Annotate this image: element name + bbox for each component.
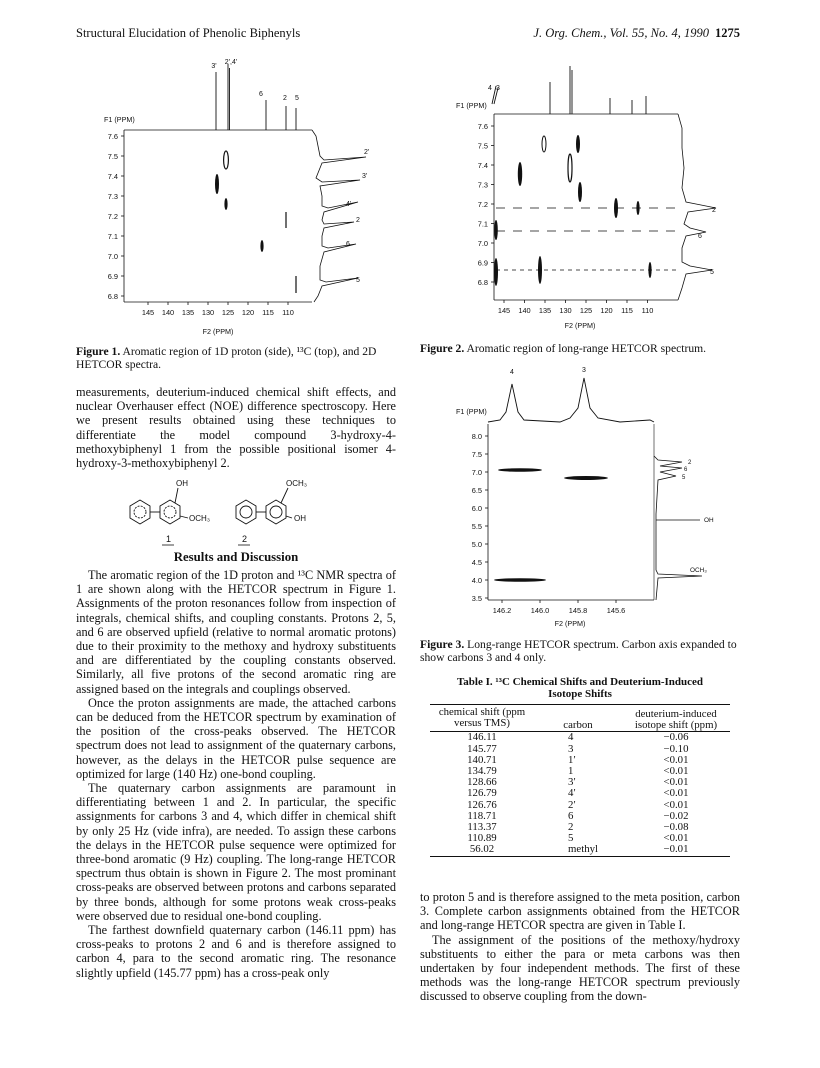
table-cell: −0.06 <box>663 731 689 744</box>
s2-och3: OCH₃ <box>286 479 308 488</box>
table-cell: 56.02 <box>469 843 495 856</box>
fig1-y-tick-label: 6.9 <box>107 272 118 281</box>
fig2-side-label-2: 2 <box>712 207 716 214</box>
fig3-side-label-oh: OH <box>704 517 714 524</box>
fig3-x-tick-label: 145.8 <box>568 606 588 615</box>
fig2-y-tick-label: 7.6 <box>477 122 488 131</box>
table-cell: 140.71 <box>467 753 497 766</box>
fig1-side-label-4p: 4' <box>346 201 352 208</box>
fig3-top-label-3: 3 <box>582 367 586 374</box>
fig3-top-label-4: 4 <box>510 369 514 376</box>
table-row <box>430 844 730 856</box>
fig2-x-tick-label: 145 <box>497 306 511 315</box>
table-cell: 1′ <box>568 753 576 766</box>
fig1-top-label-6: 6 <box>259 91 263 98</box>
fig2-y-tick-label: 6.8 <box>477 278 488 287</box>
fig1-side-label-3p: 3' <box>362 173 368 180</box>
table-cell: <0.01 <box>663 787 689 800</box>
fig2-x-tick-label: 125 <box>579 306 593 315</box>
table-cell: 126.79 <box>467 787 497 800</box>
table-1-col-carbon: carbon <box>563 719 593 732</box>
right-paragraph-2: The assignment of the positions of the methoxy/hydroxy substituents to either the para or meta carbons was then undertaken by four independent methods. The first of these methods was the long-range HETCOR spectrum previously discussed to observe coupling from the down- <box>420 932 740 1004</box>
fig2-y-tick-label: 7.2 <box>477 200 488 209</box>
fig2-x-tick-label: 110 <box>641 306 654 315</box>
table-1-col-shift: chemical shift (ppm versus TMS) <box>438 706 526 730</box>
figure-3-caption: Figure 3. Long-range HETCOR spectrum. Carbon axis expanded to show carbons 3 and 4 only. <box>420 638 737 664</box>
intro-paragraph: measurements, deuterium-induced chemical shift effects, and nuclear Overhauser effect (NOE) difference spectroscopy. Here we present results obtained using these techniques to differentiate the model compound 3-hydroxy-4-methoxybiphenyl 1 from the possible positional isomer 4-hydroxy-3-methoxybiphenyl 2. <box>76 385 396 471</box>
s2-number: 2 <box>242 534 248 544</box>
fig1-y-axis <box>108 132 124 301</box>
fig1-x-tick-label: 120 <box>241 308 255 317</box>
fig2-x-tick-label: 135 <box>538 306 552 315</box>
paragraph-2: Once the proton assignments are made, the attached carbons can be deduced from the HETCOR spectrum by examination of the position of the cross-peaks observed. The HETCOR spectrum does not lead to assignment of the quaternary carbons, however, as the delays in the HETCOR pulse sequence are optimized for large (140 Hz) one-bond coupling. <box>76 695 396 781</box>
fig3-f1-label: F1 (PPM) <box>456 407 487 416</box>
fig3-y-tick-label: 5.5 <box>471 522 482 531</box>
fig1-y-tick-label: 7.5 <box>107 152 118 161</box>
fig3-side-label-2: 2 <box>688 460 692 466</box>
s1-och3: OCH₃ <box>189 514 211 523</box>
table-cell: 118.71 <box>467 809 497 822</box>
table-1-col-isotope: deuterium-induced isotope shift (ppm) <box>634 708 718 732</box>
fig1-top-label-3p: 3' <box>211 63 217 70</box>
table-cell: 113.37 <box>467 821 497 834</box>
fig2-side-label-5: 5 <box>710 269 714 276</box>
fig1-x-tick-label: 110 <box>282 308 294 317</box>
fig3-y-tick-label: 7.5 <box>471 450 482 459</box>
fig2-y-axis <box>478 122 494 287</box>
table-cell: 1 <box>568 765 574 778</box>
table-1 <box>420 676 740 857</box>
table-cell: 4′ <box>568 787 576 800</box>
fig2-y-tick-label: 7.5 <box>477 141 488 151</box>
fig2-x-tick-label: 120 <box>600 306 613 315</box>
fig2-f2-label: F2 (PPM) <box>564 321 596 330</box>
fig3-y-tick-label: 8.0 <box>471 432 482 441</box>
table-cell: 5 <box>568 832 574 845</box>
fig1-x-tick-label: 135 <box>181 308 195 317</box>
fig1-y-tick-label: 6.8 <box>107 292 118 301</box>
table-1-body <box>430 732 730 856</box>
intro-paragraph-wrap <box>76 385 396 470</box>
journal-citation: J. Org. Chem., Vol. 55, No. 4, 1990 1275 <box>533 26 740 40</box>
table-1-grid <box>430 704 730 857</box>
fig3-y-tick-label: 5.0 <box>471 540 482 549</box>
fig3-y-tick-label: 3.5 <box>471 594 482 603</box>
figure-2-caption: Figure 2. Aromatic region of long-range HETCOR spectrum. <box>420 342 707 355</box>
fig2-top-label-3: 3 <box>496 85 500 92</box>
fig1-y-tick-label: 7.0 <box>107 252 118 261</box>
table-cell: 3′ <box>568 776 576 789</box>
fig1-f2-label: F2 (PPM) <box>202 327 234 336</box>
fig3-x-tick-label: 145.6 <box>606 606 626 615</box>
table-cell: methyl <box>568 843 598 856</box>
paragraph-3: The quaternary carbon assignments are paramount in differentiating between 1 and 2. In particular, the specific assignments for carbons 3 and 4, which differ in chemical shift by only 25 Hz (vide infra), are needed. To assign these carbons the delays in the HETCOR pulse sequence were optimized for three-bond aromatic (9 Hz) coupling. The long-range HETCOR spectrum thus obtain is shown in Figure 2. The most prominant cross-peaks are observed between protons and carbons separated by three bonds, although for some protons weak cross-peaks were observed due to residual one-bond coupling. <box>76 781 396 923</box>
structures <box>106 476 386 548</box>
fig3-y-tick-label: 6.5 <box>471 486 482 495</box>
fig1-side-label-2p: 2' <box>364 149 370 156</box>
fig1-y-tick-label: 7.4 <box>107 172 118 181</box>
fig3-side-label-och3: OCH₃ <box>690 567 707 574</box>
fig1-side-label-6: 6 <box>346 241 350 248</box>
fig3-y-tick-label: 4.5 <box>471 558 482 567</box>
table-cell: 110.89 <box>467 832 497 845</box>
fig2-f1-label: F1 (PPM) <box>456 101 487 110</box>
fig1-y-tick-label: 7.6 <box>107 132 118 141</box>
figure-1 <box>76 56 396 338</box>
fig1-x-axis <box>142 302 294 317</box>
table-1-title: Table I. ¹³C Chemical Shifts and Deuterium-Induced Isotope Shifts <box>456 676 704 700</box>
table-cell: −0.08 <box>663 821 689 834</box>
table-cell: 146.11 <box>467 731 497 744</box>
table-cell: 6 <box>568 809 574 822</box>
table-cell: −0.02 <box>663 809 689 822</box>
s1-oh: OH <box>176 479 188 488</box>
fig3-y-tick-label: 7.0 <box>471 468 482 477</box>
fig3-y-tick-label: 4.0 <box>471 576 482 585</box>
fig1-top-label-2: 2 <box>283 95 287 102</box>
table-cell: 126.76 <box>467 798 497 811</box>
table-cell: <0.01 <box>663 776 689 789</box>
figure-1-caption: Figure 1. Aromatic region of 1D proton (side), ¹³C (top), and 2D HETCOR spectra. <box>76 345 377 371</box>
figure-3 <box>420 364 740 636</box>
fig3-f2-label: F2 (PPM) <box>554 619 586 628</box>
fig2-x-tick-label: 140 <box>518 306 531 315</box>
fig1-x-tick-label: 130 <box>201 308 215 317</box>
table-cell: 3 <box>568 742 574 755</box>
fig2-x-tick-label: 130 <box>559 306 572 315</box>
fig1-f1-label: F1 (PPM) <box>104 115 135 124</box>
fig1-top-label-24p: 2',4' <box>224 59 238 66</box>
fig2-y-tick-label: 7.0 <box>477 239 488 248</box>
fig1-y-tick-label: 7.2 <box>107 212 118 221</box>
running-title: Structural Elucidation of Phenolic Biphenyls <box>76 26 301 40</box>
running-header <box>76 26 740 44</box>
right-paragraph-1: to proton 5 and is therefore assigned to the meta position, carbon 3. Complete carbon assignments obtained from the HETCOR and long-range HETCOR spectra are given in Table I. <box>420 890 740 933</box>
table-cell: 2′ <box>568 798 576 811</box>
s2-oh: OH <box>294 514 306 523</box>
fig2-side-label-6: 6 <box>698 233 702 240</box>
fig3-x-axis <box>493 600 626 615</box>
fig1-y-tick-label: 7.1 <box>107 232 118 241</box>
fig2-y-tick-label: 7.4 <box>477 161 488 170</box>
fig1-y-tick-label: 7.3 <box>107 192 118 201</box>
fig3-side-label-6: 6 <box>684 467 688 473</box>
page-number: 1275 <box>715 26 740 40</box>
table-cell: 2 <box>568 821 574 834</box>
table-cell: <0.01 <box>663 798 689 811</box>
paragraph-1: The aromatic region of the 1D proton and ¹³C NMR spectra of 1 are shown along with the HETCOR spectrum in Figure 1. Assignments of the proton resonances follow from inspection of integrals, chemical shifts, and coupling constants. Protons 2, 5, and 6 are observed upfield (relative to normal aromatic protons) due to their proximity to the methoxy and hydroxy substituents and are differentiated by the coupling constants observed. Similarly, all five protons of the second aromatic ring are assigned based on the integrals and couplings observed. <box>76 568 396 696</box>
s1-number: 1 <box>166 534 172 544</box>
fig1-side-label-5: 5 <box>356 277 360 284</box>
section-heading: Results and Discussion <box>173 550 299 564</box>
fig3-x-tick-label: 146.2 <box>492 606 512 615</box>
fig1-top-label-5: 5 <box>295 95 299 102</box>
table-cell: <0.01 <box>663 753 689 766</box>
fig2-x-tick-label: 115 <box>621 306 633 315</box>
fig1-side-label-2: 2 <box>356 217 360 224</box>
results-section <box>76 544 396 980</box>
fig2-x-axis <box>498 300 654 315</box>
table-cell: −0.10 <box>663 742 689 755</box>
table-cell: 128.66 <box>467 776 497 789</box>
table-cell: 134.79 <box>467 765 497 778</box>
fig3-side-label-5: 5 <box>682 475 686 481</box>
figure-2 <box>420 58 740 336</box>
fig1-x-tick-label: 145 <box>141 308 155 317</box>
table-row <box>430 732 730 744</box>
table-cell: 145.77 <box>467 742 497 755</box>
table-cell: −0.01 <box>663 843 689 856</box>
table-row <box>430 788 730 799</box>
table-cell: 4 <box>568 731 574 744</box>
fig2-y-tick-label: 7.3 <box>477 180 488 190</box>
table-cell: <0.01 <box>663 832 689 845</box>
fig3-y-tick-label: 6.0 <box>471 504 482 513</box>
table-cell: <0.01 <box>663 765 689 778</box>
right-text <box>420 890 740 1004</box>
fig2-y-tick-label: 7.1 <box>477 219 488 229</box>
fig3-y-axis <box>472 432 488 603</box>
fig1-x-tick-label: 115 <box>262 308 274 317</box>
fig1-x-tick-label: 140 <box>161 308 175 317</box>
fig3-x-tick-label: 146.0 <box>530 606 550 615</box>
fig2-top-label-4: 4 <box>488 85 492 92</box>
fig2-y-tick-label: 6.9 <box>477 258 488 268</box>
fig1-x-tick-label: 125 <box>221 308 235 317</box>
paragraph-4: The farthest downfield quaternary carbon (146.11 ppm) has cross-peaks to protons 2 and 6 and is therefore assigned to carbon 4, para to the second aromatic ring. The resonance slightly upfield (145.77 ppm) has a cross-peak only <box>76 923 396 980</box>
